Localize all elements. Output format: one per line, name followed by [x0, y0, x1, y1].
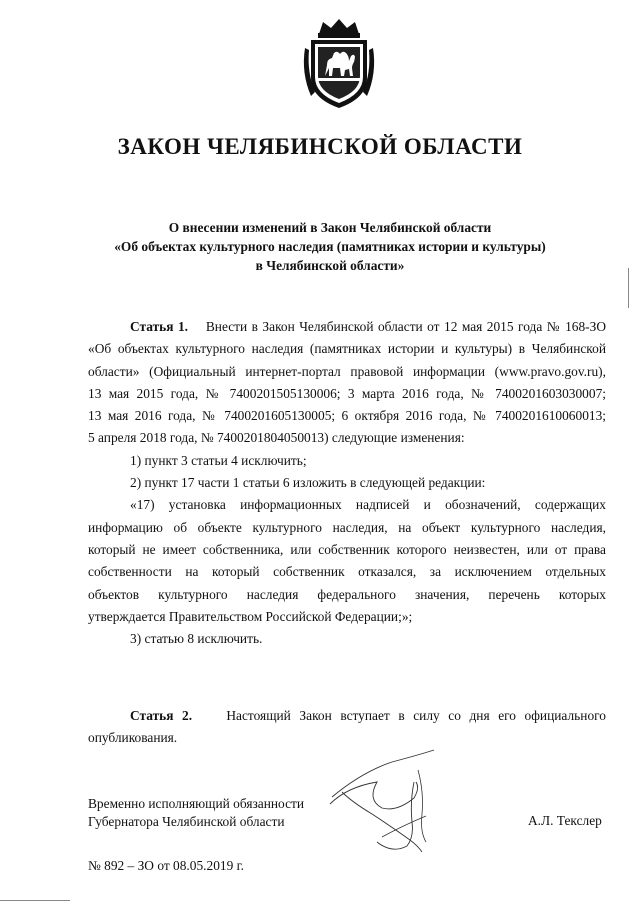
signer-position-line: Временно исполняющий обязанности: [88, 796, 305, 811]
signer-position-line: Губернатора Челябинской области: [88, 814, 285, 829]
subject-line: в Челябинской области»: [255, 258, 405, 273]
article-2-line: опубликования.: [88, 730, 178, 746]
amendment-item: 2) пункт 17 части 1 статьи 6 изложить в следующей редакции:: [130, 475, 486, 491]
article-2-first-line: [88, 705, 606, 727]
footnote-rule: [0, 900, 70, 901]
article-2-label: Статья 2.: [130, 708, 193, 723]
handwritten-signature-icon: [322, 742, 447, 860]
scan-edge-line: [628, 268, 629, 308]
subject-line: «Об объектах культурного наследия (памятниках истории и культуры): [114, 239, 546, 254]
registration-number: № 892 – ЗО от 08.05.2019 г.: [88, 858, 244, 873]
subject-line: О внесении изменений в Закон Челябинской области: [168, 220, 492, 235]
law-title: ЗАКОН ЧЕЛЯБИНСКОЙ ОБЛАСТИ: [117, 134, 523, 159]
article-1-line: 5 апреля 2018 года, № 7400201804050013) следующие изменения:: [88, 430, 465, 446]
article-1-first-line: [88, 316, 606, 338]
law-subject: [60, 218, 600, 275]
article-1-line: «Об объектах культурного наследия (памятниках истории и культуры) в Челябинской: [88, 341, 606, 357]
article-1-line: 13 мая 2016 года, № 7400201605130005; 6 октября 2016 года, № 7400201610060013;: [88, 408, 606, 424]
amendment-item: 3) статью 8 исключить.: [130, 631, 263, 647]
quoted-text-line: «17) установка информационных надписей и обозначений, содержащих: [130, 497, 606, 513]
signer-position: [88, 795, 304, 831]
article-1-text: Внести в Закон Челябинской области от 12 мая 2015 года № 168-ЗО: [205, 319, 606, 334]
article-1-line: области» (Официальный интернет-портал правовой информации (www.pravo.gov.ru),: [88, 363, 606, 379]
article-1-line: 13 мая 2015 года, № 7400201505130006; 3 марта 2016 года, № 7400201603030007;: [88, 385, 606, 401]
quoted-text-line: объектов культурного наследия федерального значения, перечень которых: [88, 586, 606, 602]
coat-of-arms-icon: [297, 18, 381, 110]
article-2-text: Настоящий Закон вступает в силу со дня его официального: [226, 708, 606, 723]
quoted-text-line: утверждается Правительством Российской Федерации;»;: [88, 608, 413, 624]
signer-name: А.Л. Текслер: [528, 813, 602, 828]
quoted-text-line: который не имеет собственника, или собственник которого неизвестен, или от права: [88, 541, 606, 557]
amendment-item: 1) пункт 3 статьи 4 исключить;: [130, 452, 307, 468]
article-1: [88, 316, 606, 650]
quoted-text-line: собственности на который собственник отказался, за исключением отдельных: [88, 564, 606, 580]
article-1-label: Статья 1.: [130, 319, 188, 334]
quoted-text-line: информацию об объекте культурного наследия, на объект культурного наследия,: [88, 519, 606, 535]
